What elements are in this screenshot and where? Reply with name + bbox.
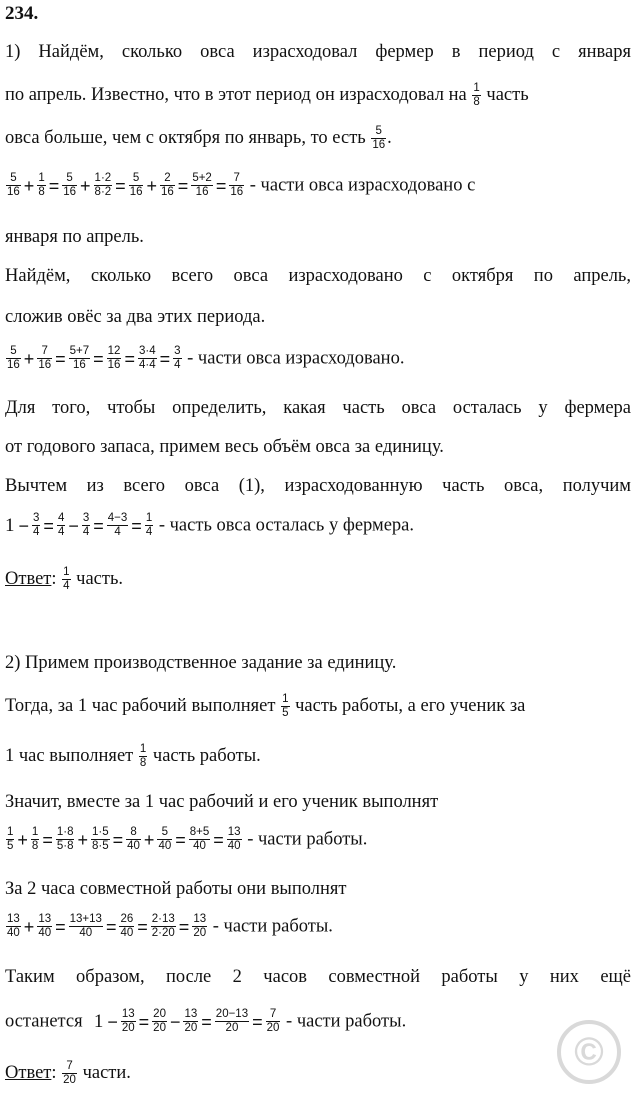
fraction: $\frac{8}{40}$ bbox=[127, 826, 140, 852]
fraction: $\frac{1}{8}$ bbox=[38, 172, 45, 198]
fraction: $\frac{2\cdot 13}{2\cdot 20}$ bbox=[151, 913, 175, 939]
fraction: $\frac{3}{4}$ bbox=[174, 345, 181, 371]
equation-line: останется 1 − $\frac{13}{20}$ = $\frac{20}{20}$ − $\frac{13}{20}$ = $\frac{20-13}{20}$ = $\frac{7}{20}$ - части работы. bbox=[5, 1008, 407, 1034]
text-line: по апрель. Известно, что в этот период он израсходовал на $\frac{1}{8}$ часть bbox=[5, 82, 529, 108]
fraction: $\frac{8+5}{40}$ bbox=[189, 826, 210, 852]
fraction: $\frac{5}{16}$ bbox=[129, 172, 143, 198]
fraction: $\frac{3}{4}$ bbox=[33, 512, 40, 538]
fraction: $\frac{20}{20}$ bbox=[153, 1008, 166, 1034]
fraction: $\frac{1}{8}$ bbox=[31, 826, 39, 852]
fraction: $\frac{3\cdot 4}{4\cdot 4}$ bbox=[138, 345, 156, 371]
fraction: $\frac{26}{40}$ bbox=[120, 913, 134, 939]
fraction: $\frac{5+2}{16}$ bbox=[192, 172, 212, 198]
fraction: $\frac{13}{20}$ bbox=[121, 1008, 135, 1034]
copyright-icon: © bbox=[557, 1020, 621, 1084]
fraction: $\frac{1\cdot 8}{5\cdot 8}$ bbox=[56, 826, 74, 852]
fraction: $\frac{1}{8}$ bbox=[139, 743, 147, 769]
fraction: $\frac{5}{16}$ bbox=[7, 172, 20, 198]
text-line: сложив овёс за два этих периода. bbox=[5, 307, 266, 327]
text-line: 2) Примем производственное задание за единицу. bbox=[5, 653, 397, 673]
fraction: $\frac{5}{16}$ bbox=[7, 345, 20, 371]
fraction: $\frac{4-3}{4}$ bbox=[107, 512, 128, 538]
fraction: $\frac{5+7}{16}$ bbox=[69, 345, 90, 371]
text-line: 1 час выполняет $\frac{1}{8}$ часть работы. bbox=[5, 743, 261, 769]
text-line: Для того, чтобы определить, какая часть овса осталась у фермера bbox=[5, 398, 631, 418]
fraction: $\frac{1}{5}$ bbox=[7, 826, 14, 852]
text-line: овса больше, чем с октября по январь, то есть $\frac{5}{16}$ . bbox=[5, 125, 392, 151]
fraction: $\frac{7}{20}$ bbox=[266, 1008, 280, 1034]
fraction: $\frac{1}{4}$ bbox=[145, 512, 153, 538]
text-line: Таким образом, после 2 часов совместной работы у них ещё bbox=[5, 967, 631, 987]
watermark bbox=[547, 870, 627, 1095]
text-line: За 2 часа совместной работы они выполнят bbox=[5, 879, 347, 899]
fraction: $\frac{13}{20}$ bbox=[184, 1008, 198, 1034]
fraction: $\frac{13}{20}$ bbox=[193, 913, 207, 939]
fraction: $\frac{7}{16}$ bbox=[38, 345, 52, 371]
problem-number: 234. bbox=[5, 3, 39, 24]
equation-line: $\frac{5}{16}$ + $\frac{7}{16}$ = $\frac{5+7}{16}$ = $\frac{12}{16}$ = $\frac{3\cdot 4}{4\cdot 4}$ = $\frac{3}{4}$ - части овса израсходовано. bbox=[7, 345, 405, 371]
fraction: $\frac{1}{8}$ bbox=[473, 82, 480, 108]
fraction: $\frac{13}{40}$ bbox=[227, 826, 241, 852]
fraction: $\frac{7}{16}$ bbox=[230, 172, 244, 198]
text-line: Вычтем из всего овса (1), израсходованную часть овса, получим bbox=[5, 476, 631, 496]
fraction: $\frac{13}{40}$ bbox=[38, 913, 52, 939]
fraction: $\frac{5}{40}$ bbox=[158, 826, 172, 852]
equation-line: $\frac{5}{16}$ + $\frac{1}{8}$ = $\frac{5}{16}$ + $\frac{1\cdot 2}{8\cdot 2}$ = $\frac{5}{16}$ + $\frac{2}{16}$ = $\frac{5+2}{16}$ = $\frac{7}{16}$ - части овса израсходовано с bbox=[7, 172, 476, 198]
text-line: Значит, вместе за 1 час рабочий и его ученик выполнят bbox=[5, 792, 439, 812]
fraction: $\frac{1\cdot 5}{8\cdot 5}$ bbox=[91, 826, 109, 852]
text-line: от годового запаса, примем весь объём овса за единицу. bbox=[5, 437, 444, 457]
fraction: $\frac{2}{16}$ bbox=[161, 172, 174, 198]
answer-label: Ответ bbox=[5, 568, 52, 589]
fraction: $\frac{3}{4}$ bbox=[82, 512, 90, 538]
fraction: $\frac{13+13}{40}$ bbox=[69, 913, 102, 939]
fraction: $\frac{1\cdot 2}{8\cdot 2}$ bbox=[94, 172, 112, 198]
fraction: $\frac{20-13}{20}$ bbox=[215, 1008, 249, 1034]
fraction: $\frac{12}{16}$ bbox=[107, 345, 121, 371]
fraction: $\frac{5}{16}$ bbox=[372, 125, 386, 151]
answer-label: Ответ bbox=[5, 1062, 52, 1083]
fraction: $\frac{7}{20}$ bbox=[63, 1060, 76, 1086]
fraction: $\frac{1}{5}$ bbox=[282, 693, 289, 719]
fraction: $\frac{1}{4}$ bbox=[63, 566, 70, 592]
fraction: $\frac{4}{4}$ bbox=[57, 512, 65, 538]
text-line: Найдём, сколько всего овса израсходовано с октября по апрель, bbox=[5, 266, 631, 286]
text-line: января по апрель. bbox=[5, 227, 144, 247]
fraction: $\frac{5}{16}$ bbox=[63, 172, 77, 198]
text-line: 1) Найдём, сколько овса израсходовал фермер в период с января bbox=[5, 42, 631, 62]
equation-line: $\frac{13}{40}$ + $\frac{13}{40}$ = $\frac{13+13}{40}$ = $\frac{26}{40}$ = $\frac{2\cdot 13}{2\cdot 20}$ = $\frac{13}{20}$ - части работы. bbox=[7, 913, 333, 939]
text-line: Тогда, за 1 час рабочий выполняет $\frac{1}{5}$ часть работы, а его ученик за bbox=[5, 693, 526, 719]
answer-line: Ответ: $\frac{1}{4}$ часть. bbox=[5, 566, 124, 592]
fraction: $\frac{13}{40}$ bbox=[7, 913, 20, 939]
equation-line: 1 − $\frac{3}{4}$ = $\frac{4}{4}$ − $\frac{3}{4}$ = $\frac{4-3}{4}$ = $\frac{1}{4}$ - часть овса осталась у фермера. bbox=[5, 512, 415, 538]
equation-line: $\frac{1}{5}$ + $\frac{1}{8}$ = $\frac{1\cdot 8}{5\cdot 8}$ + $\frac{1\cdot 5}{8\cdot 5}$ = $\frac{8}{40}$ + $\frac{5}{40}$ = $\frac{8+5}{40}$ = $\frac{13}{40}$ - части работы. bbox=[7, 826, 368, 852]
answer-line: Ответ: $\frac{7}{20}$ части. bbox=[5, 1060, 131, 1086]
